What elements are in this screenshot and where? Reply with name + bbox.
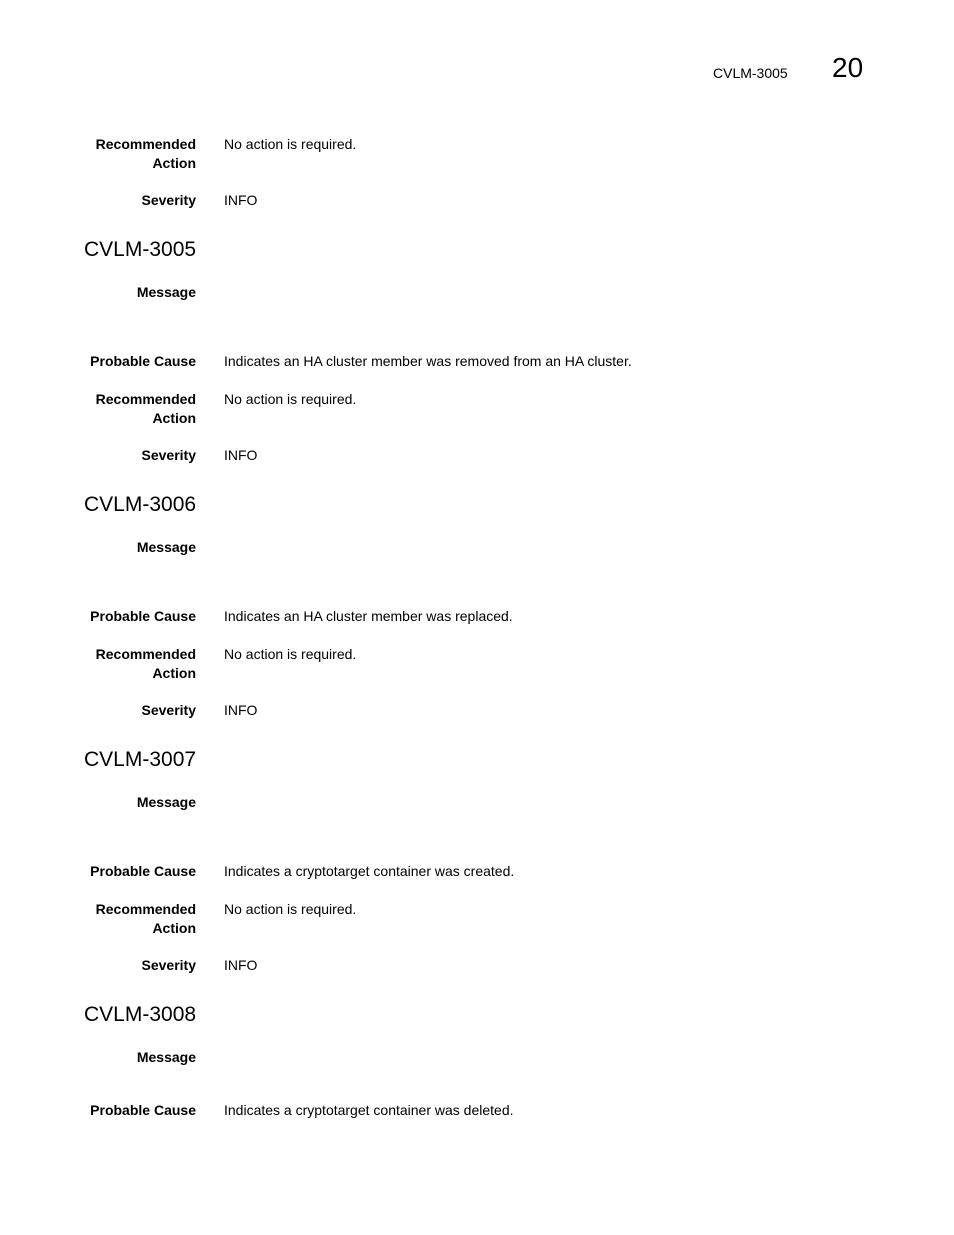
recommended-action-label-line1: Recommended <box>95 901 196 917</box>
recommended-action-label-line2: Action <box>152 410 196 426</box>
recommended-action-value: No action is required. <box>224 391 357 407</box>
entry-heading-cvlm-3006: CVLM-3006 <box>84 493 197 516</box>
probable-cause-value: Indicates an HA cluster member was replaced. <box>224 608 513 624</box>
severity-value: INFO <box>224 447 258 463</box>
probable-cause-value: Indicates a cryptotarget container was deleted. <box>224 1102 514 1118</box>
recommended-action-label-line2: Action <box>152 665 196 681</box>
message-label: Message <box>136 1049 196 1065</box>
severity-value: INFO <box>224 192 258 208</box>
severity-value: INFO <box>224 702 258 718</box>
recommended-action-label-line2: Action <box>152 155 196 171</box>
message-label: Message <box>136 539 196 555</box>
severity-label: Severity <box>141 447 196 463</box>
message-label: Message <box>136 794 196 810</box>
probable-cause-label: Probable Cause <box>90 353 196 369</box>
recommended-action-label <box>46 390 196 428</box>
entry-heading-cvlm-3007: CVLM-3007 <box>84 748 197 771</box>
entry-heading-cvlm-3005: CVLM-3005 <box>84 238 197 261</box>
chapter-number: 20 <box>832 52 864 83</box>
probable-cause-value: Indicates a cryptotarget container was created. <box>224 863 515 879</box>
recommended-action-label <box>46 645 196 683</box>
probable-cause-label: Probable Cause <box>90 1102 196 1118</box>
recommended-action-label <box>46 135 196 173</box>
probable-cause-value: Indicates an HA cluster member was removed from an HA cluster. <box>224 353 632 369</box>
recommended-action-label-line1: Recommended <box>95 391 196 407</box>
probable-cause-label: Probable Cause <box>90 863 196 879</box>
recommended-action-label-line1: Recommended <box>95 646 196 662</box>
severity-label: Severity <box>141 192 196 208</box>
recommended-action-label <box>46 900 196 938</box>
severity-label: Severity <box>141 702 196 718</box>
recommended-action-value: No action is required. <box>224 646 357 662</box>
severity-label: Severity <box>141 957 196 973</box>
message-label: Message <box>136 284 196 300</box>
probable-cause-label: Probable Cause <box>90 608 196 624</box>
severity-value: INFO <box>224 957 258 973</box>
recommended-action-label-line1: Recommended <box>95 136 196 152</box>
recommended-action-label-line2: Action <box>152 920 196 936</box>
entry-heading-cvlm-3008: CVLM-3008 <box>84 1003 197 1026</box>
recommended-action-value: No action is required. <box>224 901 357 917</box>
running-header-section: CVLM-3005 <box>713 65 788 81</box>
recommended-action-value: No action is required. <box>224 136 357 152</box>
